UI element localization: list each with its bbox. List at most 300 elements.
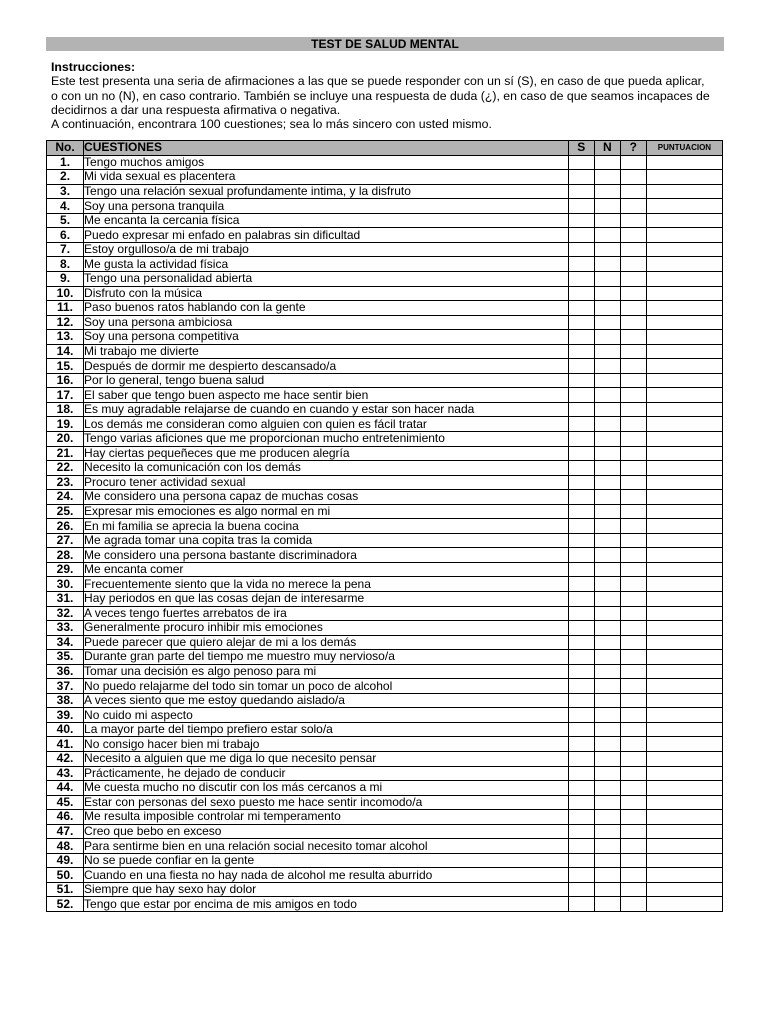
question-text: Por lo general, tengo buena salud [84,373,569,388]
question-text: Hay periodos en que las cosas dejan de interesarme [84,592,569,607]
score-cell[interactable] [646,882,722,897]
answer-no-cell[interactable] [594,301,620,316]
answer-no-cell[interactable] [594,388,620,403]
answer-yes-cell[interactable] [568,446,594,461]
answer-yes-cell[interactable] [568,504,594,519]
score-cell[interactable] [646,548,722,563]
answer-doubt-cell[interactable] [620,897,646,912]
score-cell[interactable] [646,519,722,534]
table-row [47,868,723,883]
score-cell[interactable] [646,839,722,854]
answer-yes-cell[interactable] [568,635,594,650]
answer-no-cell[interactable] [594,155,620,170]
answer-doubt-cell[interactable] [620,271,646,286]
answer-doubt-cell[interactable] [620,431,646,446]
question-number: 38. [47,693,84,708]
answer-yes-cell[interactable] [568,693,594,708]
question-number: 6. [47,228,84,243]
question-number: 49. [47,853,84,868]
score-cell[interactable] [646,344,722,359]
score-cell[interactable] [646,446,722,461]
answer-yes-cell[interactable] [568,562,594,577]
answer-doubt-cell[interactable] [620,388,646,403]
answer-yes-cell[interactable] [568,824,594,839]
answer-no-cell[interactable] [594,257,620,272]
answer-yes-cell[interactable] [568,461,594,476]
question-number: 15. [47,359,84,374]
answer-doubt-cell[interactable] [620,504,646,519]
answer-yes-cell[interactable] [568,155,594,170]
table-row [47,664,723,679]
answer-no-cell[interactable] [594,431,620,446]
answer-doubt-cell[interactable] [620,519,646,534]
table-row [47,344,723,359]
answer-doubt-cell[interactable] [620,562,646,577]
question-number: 7. [47,242,84,257]
answer-doubt-cell[interactable] [620,155,646,170]
answer-doubt-cell[interactable] [620,461,646,476]
question-text: Durante gran parte del tiempo me muestro muy nervioso/a [84,650,569,665]
answer-doubt-cell[interactable] [620,242,646,257]
score-cell[interactable] [646,301,722,316]
answer-doubt-cell[interactable] [620,795,646,810]
table-row [47,650,723,665]
answer-yes-cell[interactable] [568,417,594,432]
answer-no-cell[interactable] [594,213,620,228]
answer-yes-cell[interactable] [568,781,594,796]
question-text: No cuido mi aspecto [84,708,569,723]
answer-doubt-cell[interactable] [620,475,646,490]
answer-yes-cell[interactable] [568,315,594,330]
question-text: Soy una persona ambiciosa [84,315,569,330]
answer-no-cell[interactable] [594,271,620,286]
question-text: Necesito la comunicación con los demás [84,461,569,476]
question-number: 23. [47,475,84,490]
score-cell[interactable] [646,388,722,403]
table-row [47,184,723,199]
answer-no-cell[interactable] [594,606,620,621]
question-number: 25. [47,504,84,519]
table-row [47,781,723,796]
answer-doubt-cell[interactable] [620,664,646,679]
score-cell[interactable] [646,359,722,374]
answer-no-cell[interactable] [594,693,620,708]
answer-yes-cell[interactable] [568,359,594,374]
score-cell[interactable] [646,679,722,694]
answer-no-cell[interactable] [594,882,620,897]
question-text: Puede parecer que quiero alejar de mi a los demás [84,635,569,650]
answer-no-cell[interactable] [594,679,620,694]
answer-doubt-cell[interactable] [620,213,646,228]
answer-yes-cell[interactable] [568,752,594,767]
answer-yes-cell[interactable] [568,228,594,243]
answer-no-cell[interactable] [594,330,620,345]
question-text: Tomar una decisión es algo penoso para mi [84,664,569,679]
instructions-line: A continuación, encontrara 100 cuestiones; sea lo más sincero con usted mismo. [51,117,492,132]
answer-yes-cell[interactable] [568,621,594,636]
score-cell[interactable] [646,431,722,446]
table-row [47,388,723,403]
answer-yes-cell[interactable] [568,810,594,825]
answer-no-cell[interactable] [594,664,620,679]
answer-no-cell[interactable] [594,184,620,199]
score-cell[interactable] [646,213,722,228]
answer-yes-cell[interactable] [568,271,594,286]
table-row [47,228,723,243]
score-cell[interactable] [646,373,722,388]
table-row [47,853,723,868]
score-cell[interactable] [646,577,722,592]
answer-no-cell[interactable] [594,446,620,461]
instructions [51,60,723,131]
question-number: 51. [47,882,84,897]
score-cell[interactable] [646,795,722,810]
score-cell[interactable] [646,155,722,170]
answer-no-cell[interactable] [594,417,620,432]
score-cell[interactable] [646,257,722,272]
question-text: A veces siento que me estoy quedando aislado/a [84,693,569,708]
answer-yes-cell[interactable] [568,650,594,665]
table-row [47,199,723,214]
answer-doubt-cell[interactable] [620,635,646,650]
answer-doubt-cell[interactable] [620,373,646,388]
answer-no-cell[interactable] [594,359,620,374]
answer-no-cell[interactable] [594,533,620,548]
answer-yes-cell[interactable] [568,897,594,912]
score-cell[interactable] [646,635,722,650]
question-number: 39. [47,708,84,723]
answer-doubt-cell[interactable] [620,228,646,243]
score-cell[interactable] [646,271,722,286]
answer-yes-cell[interactable] [568,257,594,272]
question-number: 1. [47,155,84,170]
score-cell[interactable] [646,170,722,185]
answer-doubt-cell[interactable] [620,853,646,868]
answer-doubt-cell[interactable] [620,359,646,374]
answer-doubt-cell[interactable] [620,824,646,839]
answer-doubt-cell[interactable] [620,621,646,636]
answer-no-cell[interactable] [594,853,620,868]
answer-no-cell[interactable] [594,752,620,767]
answer-yes-cell[interactable] [568,519,594,534]
table-row [47,882,723,897]
question-number: 11. [47,301,84,316]
answer-no-cell[interactable] [594,199,620,214]
question-number: 45. [47,795,84,810]
score-cell[interactable] [646,461,722,476]
score-cell[interactable] [646,766,722,781]
score-cell[interactable] [646,752,722,767]
score-cell[interactable] [646,199,722,214]
header-no: No. [47,141,84,156]
answer-doubt-cell[interactable] [620,752,646,767]
table-row [47,330,723,345]
question-text: A veces tengo fuertes arrebatos de ira [84,606,569,621]
question-text: No se puede confiar en la gente [84,853,569,868]
answer-yes-cell[interactable] [568,199,594,214]
question-text: La mayor parte del tiempo prefiero estar solo/a [84,722,569,737]
answer-doubt-cell[interactable] [620,301,646,316]
question-text: En mi familia se aprecia la buena cocina [84,519,569,534]
question-number: 4. [47,199,84,214]
score-cell[interactable] [646,330,722,345]
table-row [47,592,723,607]
question-text: Tengo una personalidad abierta [84,271,569,286]
question-text: Generalmente procuro inhibir mis emociones [84,621,569,636]
answer-no-cell[interactable] [594,402,620,417]
question-number: 30. [47,577,84,592]
answer-yes-cell[interactable] [568,213,594,228]
answer-yes-cell[interactable] [568,548,594,563]
table-row [47,213,723,228]
answer-doubt-cell[interactable] [620,402,646,417]
answer-yes-cell[interactable] [568,184,594,199]
answer-yes-cell[interactable] [568,533,594,548]
answer-doubt-cell[interactable] [620,882,646,897]
question-number: 20. [47,431,84,446]
answer-yes-cell[interactable] [568,795,594,810]
question-text: Me considero una persona bastante discriminadora [84,548,569,563]
score-cell[interactable] [646,650,722,665]
question-number: 40. [47,722,84,737]
answer-no-cell[interactable] [594,737,620,752]
answer-no-cell[interactable] [594,766,620,781]
answer-doubt-cell[interactable] [620,606,646,621]
table-row [47,373,723,388]
answer-doubt-cell[interactable] [620,693,646,708]
score-cell[interactable] [646,592,722,607]
answer-yes-cell[interactable] [568,286,594,301]
answer-yes-cell[interactable] [568,853,594,868]
answer-doubt-cell[interactable] [620,868,646,883]
question-number: 50. [47,868,84,883]
question-number: 3. [47,184,84,199]
answer-doubt-cell[interactable] [620,650,646,665]
answer-doubt-cell[interactable] [620,417,646,432]
answer-no-cell[interactable] [594,286,620,301]
answer-doubt-cell[interactable] [620,199,646,214]
answer-yes-cell[interactable] [568,301,594,316]
score-cell[interactable] [646,504,722,519]
header-score: PUNTUACION [646,141,722,156]
answer-doubt-cell[interactable] [620,592,646,607]
answer-yes-cell[interactable] [568,737,594,752]
answer-doubt-cell[interactable] [620,781,646,796]
answer-yes-cell[interactable] [568,882,594,897]
score-cell[interactable] [646,693,722,708]
answer-yes-cell[interactable] [568,592,594,607]
question-text: Procuro tener actividad sexual [84,475,569,490]
answer-yes-cell[interactable] [568,330,594,345]
score-cell[interactable] [646,490,722,505]
answer-no-cell[interactable] [594,839,620,854]
answer-yes-cell[interactable] [568,431,594,446]
table-row [47,446,723,461]
score-cell[interactable] [646,853,722,868]
answer-no-cell[interactable] [594,635,620,650]
score-cell[interactable] [646,621,722,636]
table-row [47,708,723,723]
instructions-line: decidirnos a dar una respuesta afirmativa o negativa. [51,102,341,117]
header-no-answer: N [594,141,620,156]
score-cell[interactable] [646,242,722,257]
score-cell[interactable] [646,417,722,432]
table-row [47,606,723,621]
answer-yes-cell[interactable] [568,766,594,781]
question-number: 28. [47,548,84,563]
answer-no-cell[interactable] [594,708,620,723]
answer-no-cell[interactable] [594,577,620,592]
question-text: Soy una persona tranquila [84,199,569,214]
answer-no-cell[interactable] [594,592,620,607]
answer-no-cell[interactable] [594,315,620,330]
answer-no-cell[interactable] [594,795,620,810]
score-cell[interactable] [646,737,722,752]
answer-doubt-cell[interactable] [620,708,646,723]
table-row [47,242,723,257]
answer-yes-cell[interactable] [568,402,594,417]
answer-doubt-cell[interactable] [620,548,646,563]
question-text: Me encanta la cercania física [84,213,569,228]
answer-yes-cell[interactable] [568,344,594,359]
question-number: 2. [47,170,84,185]
score-cell[interactable] [646,824,722,839]
score-cell[interactable] [646,228,722,243]
score-cell[interactable] [646,606,722,621]
answer-yes-cell[interactable] [568,868,594,883]
question-text: El saber que tengo buen aspecto me hace sentir bien [84,388,569,403]
answer-no-cell[interactable] [594,621,620,636]
question-number: 16. [47,373,84,388]
score-cell[interactable] [646,184,722,199]
answer-doubt-cell[interactable] [620,315,646,330]
question-number: 35. [47,650,84,665]
question-number: 10. [47,286,84,301]
answer-yes-cell[interactable] [568,577,594,592]
answer-doubt-cell[interactable] [620,490,646,505]
score-cell[interactable] [646,562,722,577]
answer-no-cell[interactable] [594,781,620,796]
question-text: Me resulta imposible controlar mi temperamento [84,810,569,825]
answer-no-cell[interactable] [594,242,620,257]
page-title: TEST DE SALUD MENTAL [46,37,724,51]
answer-no-cell[interactable] [594,562,620,577]
answer-yes-cell[interactable] [568,242,594,257]
score-cell[interactable] [646,868,722,883]
answer-doubt-cell[interactable] [620,446,646,461]
question-number: 32. [47,606,84,621]
answer-yes-cell[interactable] [568,839,594,854]
answer-no-cell[interactable] [594,373,620,388]
answer-yes-cell[interactable] [568,373,594,388]
answer-yes-cell[interactable] [568,606,594,621]
answer-yes-cell[interactable] [568,664,594,679]
question-text: Tengo una relación sexual profundamente intima, y la disfruto [84,184,569,199]
question-text: Cuando en una fiesta no hay nada de alcohol me resulta aburrido [84,868,569,883]
answer-doubt-cell[interactable] [620,533,646,548]
answer-yes-cell[interactable] [568,708,594,723]
answer-doubt-cell[interactable] [620,839,646,854]
answer-no-cell[interactable] [594,519,620,534]
score-cell[interactable] [646,708,722,723]
score-cell[interactable] [646,533,722,548]
answer-doubt-cell[interactable] [620,810,646,825]
table-row [47,737,723,752]
score-cell[interactable] [646,897,722,912]
table-row [47,475,723,490]
question-text: Expresar mis emociones es algo normal en mi [84,504,569,519]
score-cell[interactable] [646,781,722,796]
score-cell[interactable] [646,315,722,330]
answer-no-cell[interactable] [594,722,620,737]
answer-yes-cell[interactable] [568,679,594,694]
table-row [47,155,723,170]
question-number: 48. [47,839,84,854]
answer-no-cell[interactable] [594,344,620,359]
answer-yes-cell[interactable] [568,475,594,490]
answer-doubt-cell[interactable] [620,766,646,781]
answer-no-cell[interactable] [594,548,620,563]
answer-doubt-cell[interactable] [620,286,646,301]
question-text: Después de dormir me despierto descansado/a [84,359,569,374]
instructions-line: o con un no (N), en caso contrario. También se incluye una respuesta de duda (¿), en caso de que seamos incapaces de [51,88,710,103]
table-row [47,286,723,301]
answer-no-cell[interactable] [594,490,620,505]
score-cell[interactable] [646,722,722,737]
question-number: 13. [47,330,84,345]
question-number: 26. [47,519,84,534]
answer-no-cell[interactable] [594,897,620,912]
question-text: Soy una persona competitiva [84,330,569,345]
question-number: 42. [47,752,84,767]
score-cell[interactable] [646,402,722,417]
answer-no-cell[interactable] [594,810,620,825]
answer-doubt-cell[interactable] [620,257,646,272]
score-cell[interactable] [646,810,722,825]
table-row [47,679,723,694]
answer-doubt-cell[interactable] [620,722,646,737]
question-number: 33. [47,621,84,636]
answer-no-cell[interactable] [594,650,620,665]
answer-doubt-cell[interactable] [620,330,646,345]
answer-doubt-cell[interactable] [620,170,646,185]
question-text: Disfruto con la música [84,286,569,301]
answer-doubt-cell[interactable] [620,737,646,752]
answer-no-cell[interactable] [594,868,620,883]
score-cell[interactable] [646,475,722,490]
score-cell[interactable] [646,286,722,301]
answer-no-cell[interactable] [594,475,620,490]
table-header-row [47,141,723,156]
answer-no-cell[interactable] [594,824,620,839]
answer-no-cell[interactable] [594,170,620,185]
answer-no-cell[interactable] [594,461,620,476]
answer-no-cell[interactable] [594,228,620,243]
table-row [47,301,723,316]
answer-doubt-cell[interactable] [620,344,646,359]
answer-doubt-cell[interactable] [620,577,646,592]
answer-yes-cell[interactable] [568,388,594,403]
answer-no-cell[interactable] [594,504,620,519]
answer-yes-cell[interactable] [568,722,594,737]
answer-doubt-cell[interactable] [620,679,646,694]
answer-yes-cell[interactable] [568,170,594,185]
table-row [47,810,723,825]
score-cell[interactable] [646,664,722,679]
answer-doubt-cell[interactable] [620,184,646,199]
answer-yes-cell[interactable] [568,490,594,505]
question-text: Es muy agradable relajarse de cuando en cuando y estar son hacer nada [84,402,569,417]
